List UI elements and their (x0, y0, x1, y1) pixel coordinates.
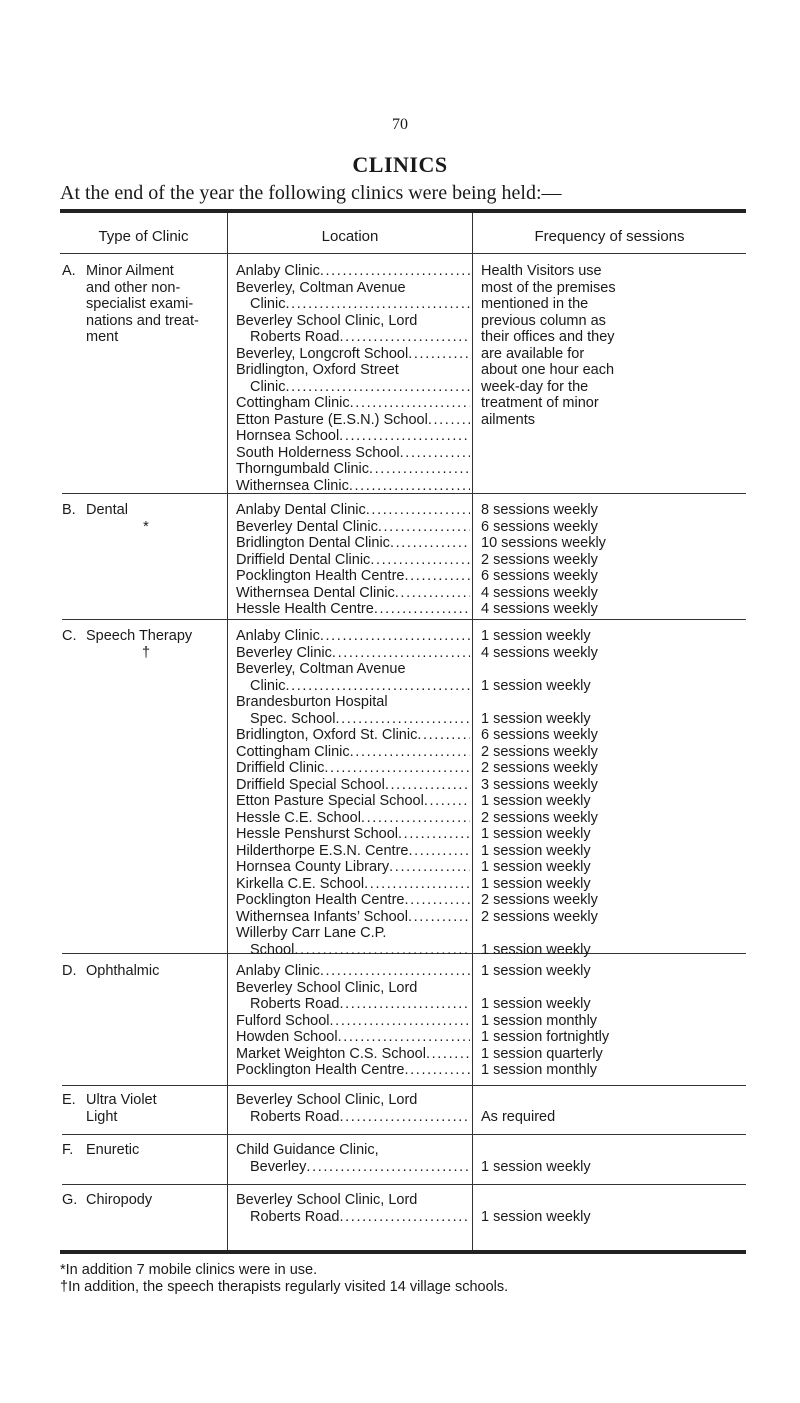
clinic-type-name: ment (86, 329, 119, 345)
location-name: South Holderness School (236, 444, 400, 461)
clinic-type-letter: C. (62, 628, 77, 644)
frequency-line: 2 sessions weekly (481, 908, 598, 925)
dot-leader (338, 1029, 470, 1046)
dot-leader (398, 826, 470, 843)
location-line (236, 1209, 470, 1226)
dot-leader (350, 395, 470, 412)
location-name: Etton Pasture (E.S.N.) School (236, 411, 428, 428)
location-cell (236, 1092, 470, 1125)
page-title: CLINICS (352, 152, 448, 177)
clinic-type-letter (62, 313, 86, 330)
header-location: Location (321, 228, 379, 245)
frequency-line: 10 sessions weekly (481, 535, 606, 551)
clinic-type-name: nations and treat- (86, 312, 199, 329)
frequency-line: 4 sessions weekly (481, 584, 598, 601)
clinic-type-name: Minor Ailment (86, 263, 174, 279)
location-line (236, 428, 470, 445)
frequency-line: 1 session weekly (481, 996, 591, 1012)
dot-leader (404, 568, 470, 585)
location-name: Clinic (250, 378, 286, 395)
row-rule (62, 1134, 746, 1135)
clinic-type-letter: E. (62, 1092, 76, 1108)
clinic-type-letter: B. (62, 502, 76, 518)
location-line (236, 478, 470, 495)
clinic-type-line (62, 1142, 222, 1159)
location-line (236, 379, 470, 396)
location-name: Driffield Clinic (236, 760, 325, 776)
location-name: Cottingham Clinic (236, 743, 350, 760)
dot-leader (395, 585, 470, 602)
location-line (236, 925, 470, 942)
clinic-type-line (62, 1109, 222, 1126)
dot-leader (335, 711, 470, 728)
location-cell (236, 963, 470, 1079)
column-divider (227, 213, 228, 1250)
clinic-type-name: Light (86, 1108, 118, 1125)
dot-leader (385, 777, 470, 794)
frequency-cell (481, 1192, 746, 1225)
frequency-line: 2 sessions weekly (481, 551, 598, 568)
location-name: Hilderthorpe E.S.N. Centre (236, 842, 409, 859)
location-line (236, 996, 470, 1013)
location-name: Beverley School Clinic, Lord (236, 312, 418, 329)
dot-leader (361, 810, 470, 827)
clinic-type-cell (62, 1192, 222, 1209)
location-line (236, 793, 470, 810)
location-line (236, 296, 470, 313)
dot-leader (370, 552, 470, 569)
location-name: Spec. School (250, 710, 336, 727)
location-name: Hessle C.E. School (236, 809, 361, 826)
dot-leader (389, 859, 470, 876)
location-line (236, 1013, 470, 1030)
header-frequency: Frequency of sessions (534, 228, 685, 245)
frequency-line: 6 sessions weekly (481, 727, 598, 743)
location-name: Withernsea Clinic (236, 477, 349, 494)
location-name: Market Weighton C.S. School (236, 1045, 426, 1062)
frequency-line: week-day for the (481, 378, 589, 395)
dot-leader (339, 428, 470, 445)
clinic-type-line (62, 628, 222, 645)
location-name: Roberts Road (250, 1208, 340, 1225)
location-line (236, 1062, 470, 1079)
row-rule (62, 619, 746, 620)
dot-leader (339, 329, 470, 346)
frequency-line: about one hour each (481, 362, 615, 378)
location-line (236, 727, 470, 744)
frequency-line: 1 session weekly (481, 826, 591, 842)
location-name: Beverley, Longcroft School (236, 345, 409, 362)
dot-leader (294, 942, 470, 959)
frequency-line: 1 session monthly (481, 1012, 598, 1029)
location-line (236, 628, 470, 645)
location-name: Hessle Health Centre (236, 601, 374, 617)
location-line (236, 843, 470, 860)
frequency-line: Health Visitors use (481, 263, 602, 279)
dot-leader (285, 678, 470, 695)
clinic-type-line (62, 263, 222, 280)
dot-leader (374, 601, 470, 618)
frequency-line: 6 sessions weekly (481, 518, 598, 535)
dot-leader (285, 296, 470, 313)
frequency-cell (481, 263, 746, 428)
location-line (236, 395, 470, 412)
frequency-line: 2 sessions weekly (481, 760, 598, 776)
dot-leader (332, 645, 470, 662)
frequency-line: mentioned in the (481, 296, 589, 312)
location-name: Etton Pasture Special School (236, 793, 424, 809)
location-line (236, 601, 470, 618)
frequency-line: 2 sessions weekly (481, 892, 598, 908)
clinic-type-line (62, 502, 222, 519)
location-line (236, 519, 470, 536)
dot-leader (426, 1046, 470, 1063)
location-line (236, 1159, 470, 1176)
location-name: School (250, 941, 295, 958)
table-top-rule (60, 209, 746, 213)
location-line (236, 346, 470, 363)
location-line (236, 760, 470, 777)
clinic-type-line (62, 313, 222, 330)
frequency-line: 2 sessions weekly (481, 743, 598, 760)
dot-leader (378, 519, 470, 536)
location-name: Hessle Penshurst School (236, 826, 398, 842)
location-cell (236, 1142, 470, 1175)
frequency-line: 2 sessions weekly (481, 809, 598, 826)
clinic-type-cell (62, 1092, 222, 1125)
dot-leader (330, 1013, 471, 1030)
location-name: Pocklington Health Centre (236, 892, 405, 908)
frequency-line: 1 session weekly (481, 875, 591, 892)
location-line (236, 909, 470, 926)
location-name: Kirkella C.E. School (236, 875, 365, 892)
footnote-mark: * (143, 518, 149, 535)
footnote-speech-therapy: †In addition, the speech therapists regularly visited 14 village schools. (60, 1279, 509, 1295)
frequency-line: are available for (481, 345, 585, 362)
footnote-mobile-clinics: *In addition 7 mobile clinics were in use. (60, 1262, 318, 1278)
clinic-type-name: Ultra Violet (86, 1092, 157, 1108)
clinic-type-name: Chiropody (86, 1192, 153, 1208)
dot-leader (285, 379, 470, 396)
row-rule (62, 1085, 746, 1086)
frequency-line: 1 session monthly (481, 1062, 598, 1078)
location-line (236, 661, 470, 678)
dot-leader (404, 892, 470, 909)
footnotes (60, 1262, 760, 1296)
location-name: Driffield Dental Clinic (236, 551, 371, 568)
location-line (236, 826, 470, 843)
location-line (236, 859, 470, 876)
frequency-line (481, 1192, 746, 1209)
location-cell (236, 263, 470, 494)
location-name: Driffield Special School (236, 776, 385, 793)
location-name: Clinic (250, 296, 286, 312)
location-name: Roberts Road (250, 1108, 340, 1125)
location-name: Beverley, Coltman Avenue (236, 661, 406, 677)
frequency-line (481, 661, 746, 678)
location-line (236, 645, 470, 662)
row-rule (62, 1184, 746, 1185)
clinic-type-letter: D. (62, 963, 77, 979)
location-line (236, 535, 470, 552)
dot-leader (320, 963, 470, 980)
frequency-line: 1 session weekly (481, 628, 591, 644)
location-line (236, 362, 470, 379)
location-line (236, 1029, 470, 1046)
dot-leader (390, 535, 470, 552)
frequency-line (481, 925, 746, 942)
location-line (236, 329, 470, 346)
clinic-type-cell (62, 1142, 222, 1159)
frequency-cell (481, 502, 746, 618)
clinic-type-line (62, 963, 222, 980)
location-name: Clinic (250, 677, 286, 694)
clinic-type-line (62, 280, 222, 297)
frequency-line: their offices and they (481, 329, 615, 345)
location-cell (236, 628, 470, 958)
table-bottom-rule (60, 1250, 746, 1254)
frequency-line: 6 sessions weekly (481, 568, 598, 584)
clinic-type-cell (62, 263, 222, 346)
location-line (236, 568, 470, 585)
location-name: Pocklington Health Centre (236, 1062, 405, 1078)
row-rule (60, 253, 746, 254)
clinic-type-cell (62, 963, 222, 980)
location-name: Bridlington, Oxford Street (236, 362, 399, 378)
frequency-line (481, 1092, 746, 1109)
frequency-line (481, 1142, 746, 1159)
location-line (236, 711, 470, 728)
location-name: Beverley School Clinic, Lord (236, 1192, 418, 1208)
dot-leader (408, 843, 470, 860)
clinic-type-name: Dental (86, 502, 128, 518)
frequency-line: 1 session weekly (481, 963, 591, 979)
clinic-type-letter (62, 296, 86, 313)
frequency-cell (481, 1142, 746, 1175)
location-line (236, 263, 470, 280)
dot-leader (320, 263, 470, 280)
dot-leader (428, 412, 470, 429)
clinic-type-name: Speech Therapy (86, 628, 193, 644)
location-name: Beverley, Coltman Avenue (236, 279, 406, 296)
location-name: Roberts Road (250, 329, 340, 345)
frequency-line: ailments (481, 411, 535, 428)
clinic-type-letter: F. (62, 1142, 74, 1158)
location-name: Cottingham Clinic (236, 395, 350, 411)
location-name: Withernsea Infants’ School (236, 908, 408, 925)
dot-leader (339, 1109, 470, 1126)
dot-leader (320, 628, 470, 645)
location-line (236, 552, 470, 569)
clinic-type-letter: A. (62, 263, 76, 279)
column-divider (472, 213, 473, 1250)
clinic-type-name: specialist exami- (86, 296, 194, 312)
frequency-line: 1 session quarterly (481, 1045, 603, 1062)
dot-leader (408, 346, 470, 363)
location-name: Brandesburton Hospital (236, 694, 388, 710)
location-name: Roberts Road (250, 996, 340, 1012)
frequency-line: 4 sessions weekly (481, 601, 598, 617)
frequency-line: 3 sessions weekly (481, 776, 598, 793)
location-line (236, 892, 470, 909)
frequency-line: 1 session weekly (481, 842, 591, 859)
location-line (236, 810, 470, 827)
frequency-line: 1 session weekly (481, 1208, 591, 1225)
dot-leader (366, 502, 470, 519)
location-line (236, 313, 470, 330)
location-name: Beverley School Clinic, Lord (236, 979, 418, 996)
location-name: Anlaby Dental Clinic (236, 502, 366, 518)
location-line (236, 445, 470, 462)
location-name: Beverley School Clinic, Lord (236, 1092, 418, 1108)
clinic-type-letter (62, 329, 86, 346)
clinic-type-name: Ophthalmic (86, 963, 160, 979)
frequency-line: 4 sessions weekly (481, 644, 598, 661)
page-number: 70 (392, 116, 408, 133)
dot-leader (350, 744, 470, 761)
dot-leader (306, 1159, 470, 1176)
frequency-cell (481, 628, 746, 958)
footnote-mark: † (141, 644, 151, 661)
dot-leader (417, 727, 470, 744)
frequency-line: 1 session weekly (481, 793, 591, 809)
header-type: Type of Clinic (98, 228, 189, 245)
dot-leader (339, 1209, 470, 1226)
location-name: Withernsea Dental Clinic (236, 584, 395, 601)
clinic-type-cell (62, 502, 222, 535)
location-name: Bridlington, Oxford St. Clinic (236, 727, 418, 743)
location-line (236, 280, 470, 297)
clinic-type-line (62, 1192, 222, 1209)
location-line (236, 744, 470, 761)
location-line (236, 1142, 470, 1159)
dot-leader (400, 445, 470, 462)
location-cell (236, 502, 470, 618)
clinic-type-line (62, 1092, 222, 1109)
clinic-type-letter (62, 280, 86, 297)
location-name: Anlaby Clinic (236, 628, 320, 644)
frequency-line: 8 sessions weekly (481, 502, 598, 518)
frequency-line: 1 session weekly (481, 859, 591, 875)
clinic-type-cell (62, 628, 222, 661)
dot-leader (369, 461, 470, 478)
location-line (236, 1109, 470, 1126)
location-cell (236, 1192, 470, 1225)
location-name: Bridlington Dental Clinic (236, 535, 390, 551)
location-name: Pocklington Health Centre (236, 568, 405, 584)
frequency-line: 1 session fortnightly (481, 1029, 610, 1045)
dot-leader (408, 909, 470, 926)
dot-leader (364, 876, 470, 893)
location-name: Fulford School (236, 1012, 330, 1029)
frequency-line (481, 694, 746, 711)
location-name: Thorngumbald Clinic (236, 461, 369, 477)
frequency-line: As required (481, 1108, 556, 1125)
location-line (236, 1046, 470, 1063)
clinic-type-line (62, 296, 222, 313)
location-name: Child Guidance Clinic, (236, 1142, 379, 1158)
clinic-type-name: Enuretic (86, 1142, 140, 1158)
location-name: Anlaby Clinic (236, 963, 320, 979)
location-line (236, 777, 470, 794)
location-line (236, 461, 470, 478)
frequency-line: previous column as (481, 312, 606, 329)
location-line (236, 412, 470, 429)
location-name: Anlaby Clinic (236, 263, 320, 279)
dot-leader (339, 996, 470, 1013)
frequency-line: most of the premises (481, 279, 616, 296)
intro-text: At the end of the year the following clinics were being held:— (60, 182, 562, 204)
location-line (236, 502, 470, 519)
location-line (236, 1192, 470, 1209)
frequency-line: 1 session weekly (481, 1158, 591, 1175)
frequency-line: 1 session weekly (481, 677, 591, 694)
location-name: Beverley Clinic (236, 644, 332, 661)
location-line (236, 876, 470, 893)
location-name: Hornsea County Library (236, 859, 390, 875)
dot-leader (424, 793, 470, 810)
frequency-line: 1 session weekly (481, 941, 591, 958)
location-name: Beverley Dental Clinic (236, 518, 378, 535)
dot-leader (324, 760, 470, 777)
location-line (236, 678, 470, 695)
frequency-line: treatment of minor (481, 395, 599, 411)
location-name: Howden School (236, 1029, 338, 1045)
location-name: Willerby Carr Lane C.P. (236, 925, 387, 941)
clinic-type-letter (62, 1109, 86, 1126)
clinic-type-line (62, 329, 222, 346)
location-name: Beverley (250, 1158, 307, 1175)
location-line (236, 942, 470, 959)
frequency-line (481, 980, 746, 997)
location-line (236, 585, 470, 602)
dot-leader (404, 1062, 470, 1079)
location-line (236, 1092, 470, 1109)
location-line (236, 694, 470, 711)
frequency-cell (481, 1092, 746, 1125)
dot-leader (349, 478, 470, 495)
location-line (236, 963, 470, 980)
location-line (236, 980, 470, 997)
location-name: Hornsea School (236, 428, 340, 444)
frequency-cell (481, 963, 746, 1079)
clinic-type-letter: G. (62, 1192, 78, 1208)
clinic-type-name: and other non- (86, 279, 181, 296)
frequency-line: 1 session weekly (481, 710, 591, 727)
